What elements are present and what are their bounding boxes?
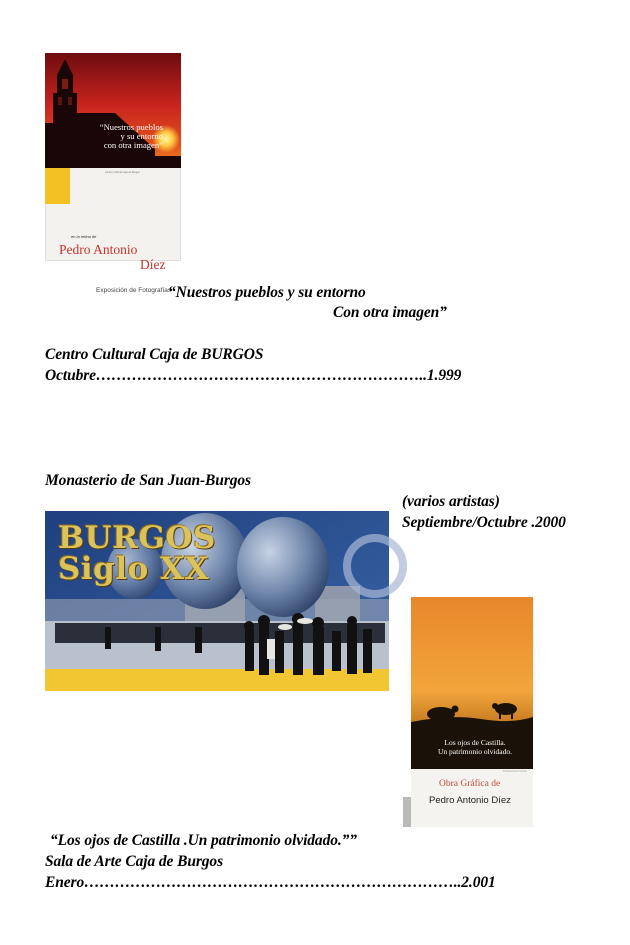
exhibition-poster-ojos-de-castilla (411, 597, 533, 827)
exhibition2-venue: Monasterio de San Juan-Burgos (45, 472, 251, 489)
exhibition1-title-line2: Con otra imagen” (333, 304, 447, 321)
exhibition-poster-burgos-siglo-xx (45, 511, 389, 691)
exhibition-poster-nuestros-pueblos (45, 53, 181, 294)
poster-author-first: Pedro Antonio (59, 242, 138, 257)
exhibition1-title-line1: “Nuestros pueblos y su entorno (168, 284, 366, 301)
exhibition2-note: (varios artistas) (402, 493, 500, 510)
gray-accent-block (403, 797, 411, 827)
exhibition3-venue: Sala de Arte Caja de Burgos (45, 853, 224, 870)
poster-obra-label: Obra Gráfica de (439, 779, 501, 789)
yellow-accent-block (45, 168, 70, 204)
exhibition3-title: “Los ojos de Castilla .Un patrimonio olvidado.”” (50, 832, 357, 849)
exhibition2-date: Septiembre/Octubre .2000 (402, 514, 566, 531)
exhibition3-date: Enero………………………………………………………………..2.001 (45, 874, 496, 891)
poster-quote: “Nuestros pueblos y su entorno con otra imagen” (99, 122, 163, 150)
poster-author-last: Díez (140, 257, 166, 272)
poster-author: Pedro Antonio Díez (429, 795, 511, 806)
poster-subtitle: Exposición de Fotografías (96, 287, 172, 294)
poster-retina-label: en la retina de (71, 234, 97, 239)
poster-burgos-title: BURGOS Siglo XX (58, 520, 216, 587)
poster-small-print: Centro Cultural Caja de Burgos (105, 171, 140, 174)
sunset-church-photo (45, 53, 181, 168)
poster-small-print: Publicaciones Tierras (503, 770, 527, 773)
exhibition1-venue: Centro Cultural Caja de BURGOS (45, 346, 264, 363)
poster-caption: Los ojos de Castilla. Un patrimonio olvidado. (438, 738, 512, 756)
exhibition1-date: Octubre………………………………………………………..1.999 (45, 367, 462, 384)
